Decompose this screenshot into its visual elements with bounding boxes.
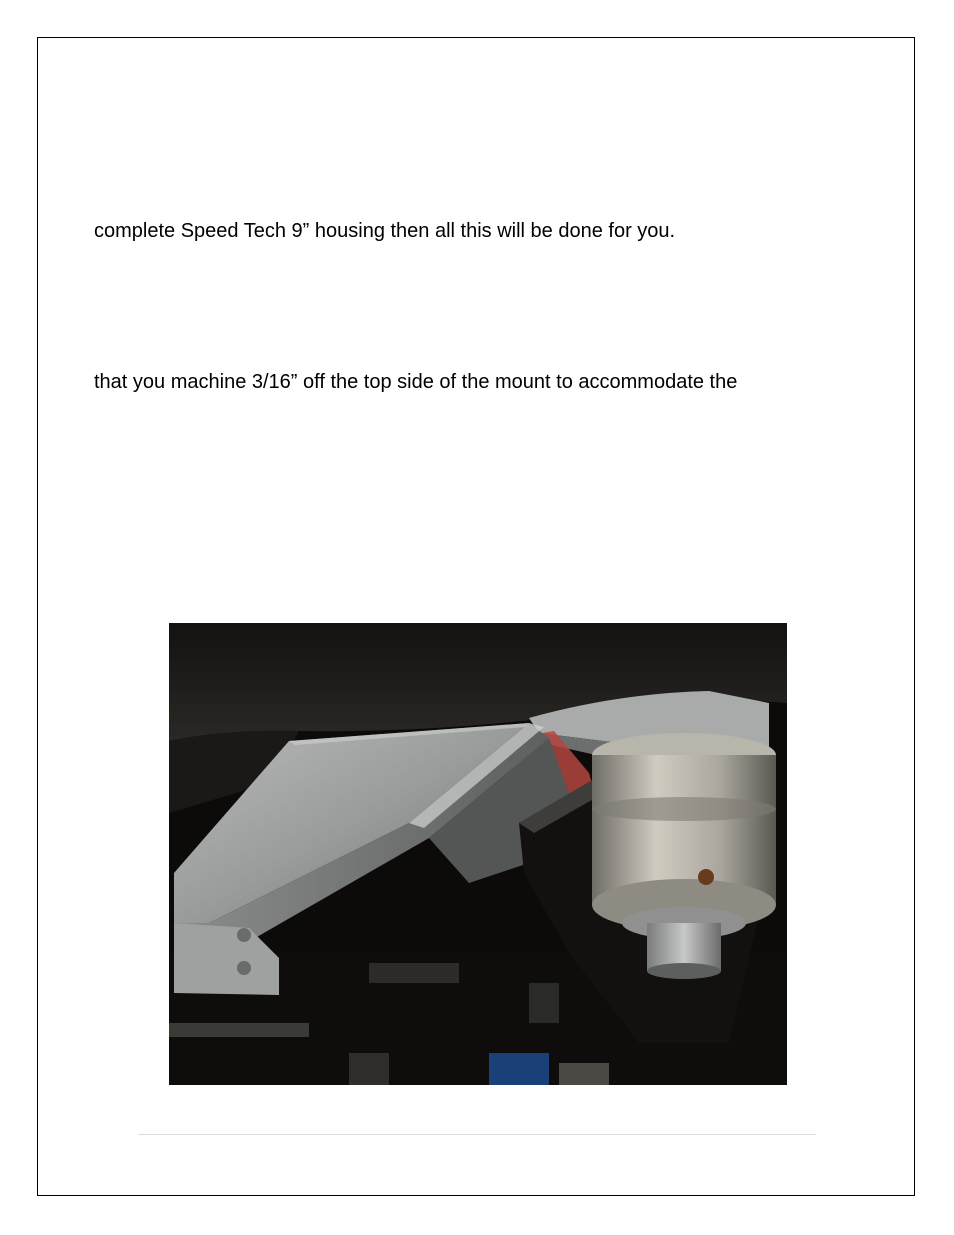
footer-divider (138, 1134, 816, 1135)
body-text-line-1: complete Speed Tech 9” housing then all this will be done for you. (94, 220, 676, 242)
suspension-mount-photo (169, 623, 787, 1085)
body-text-line-2: that you machine 3/16” off the top side of the mount to accommodate the (94, 371, 738, 393)
